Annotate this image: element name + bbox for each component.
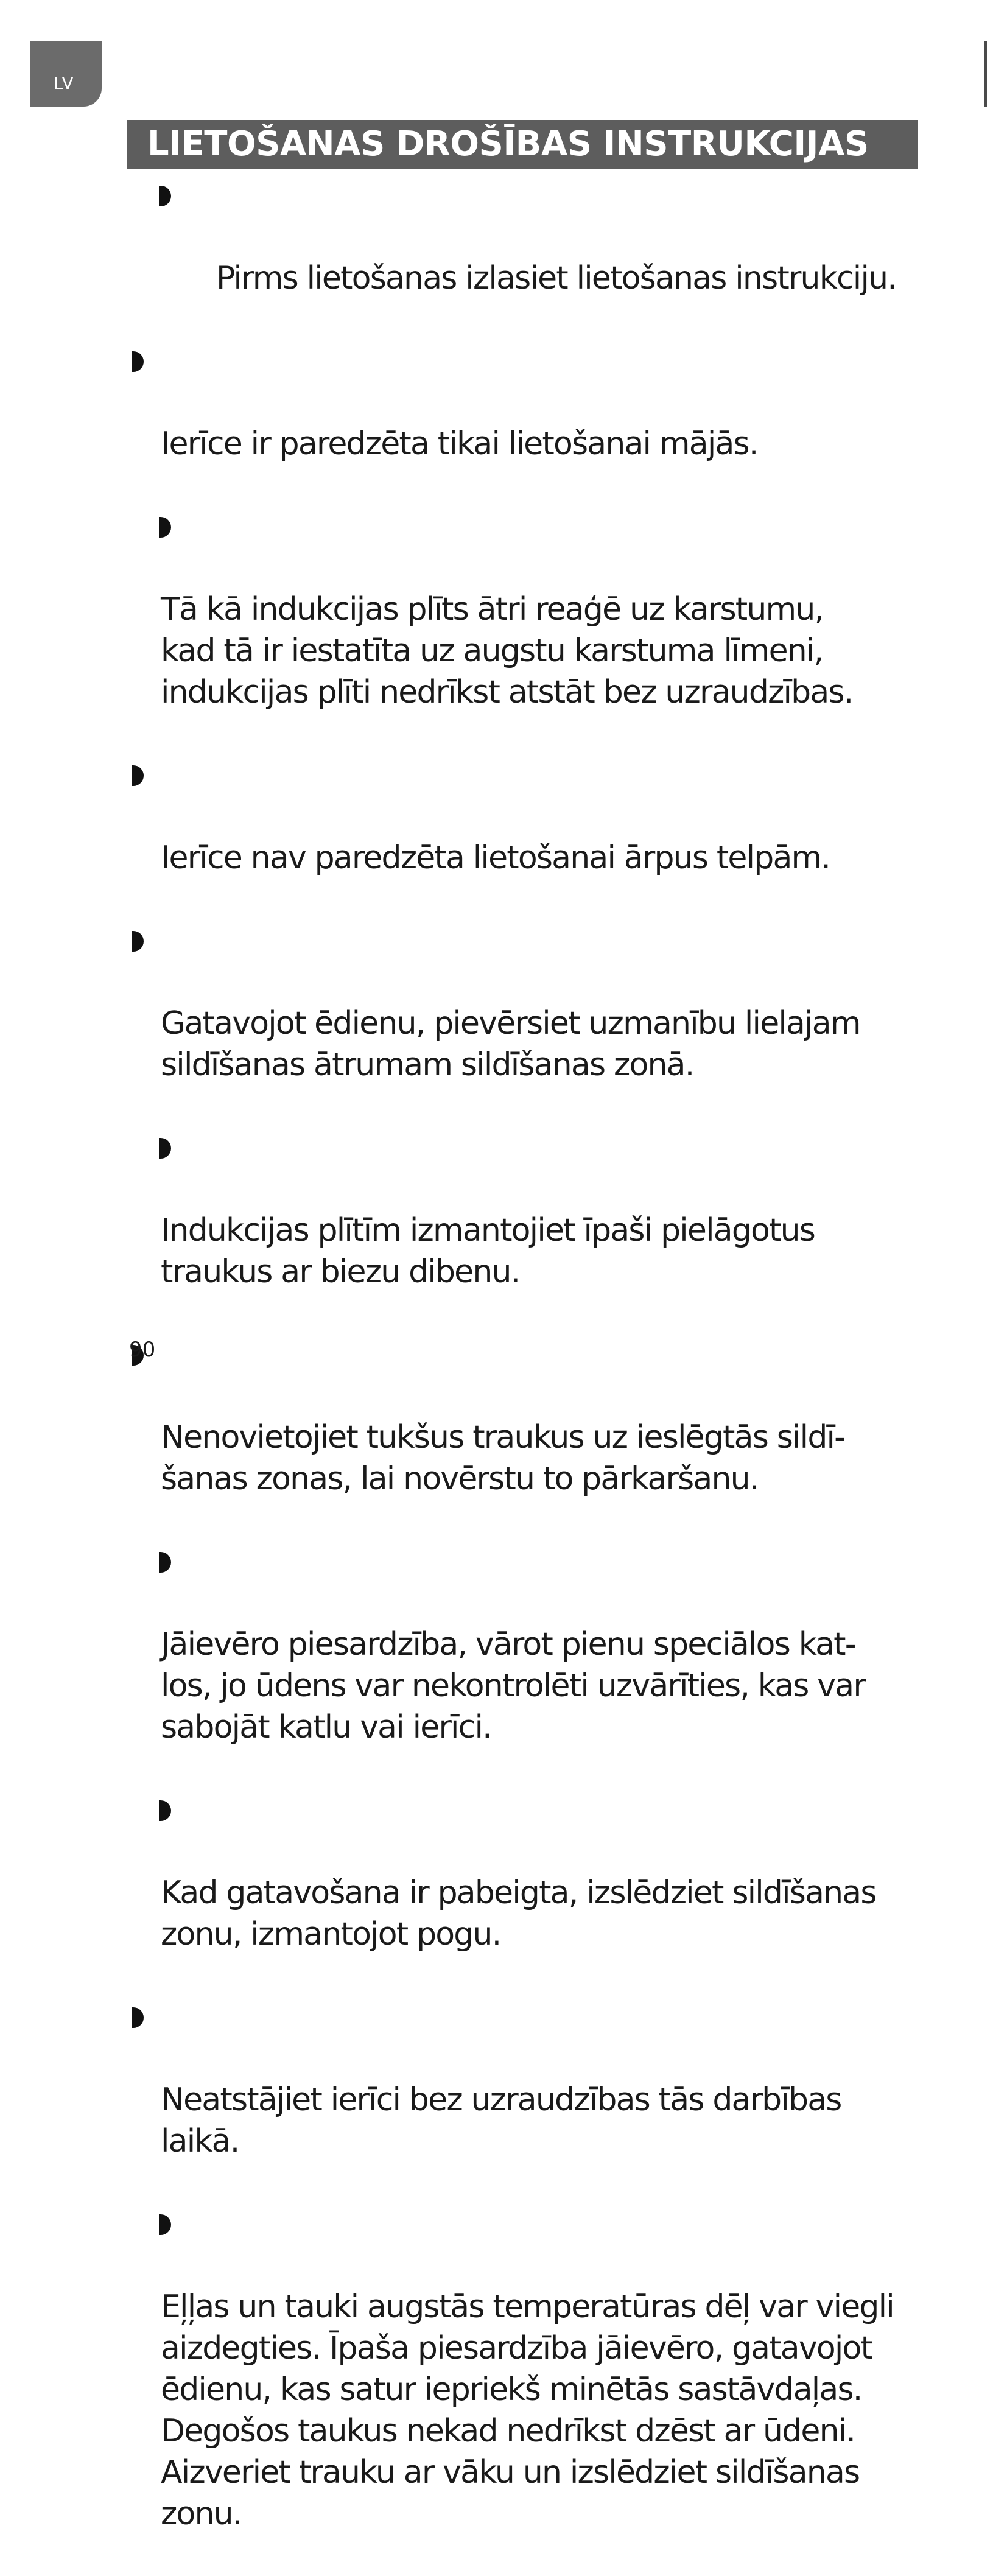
bullet-icon <box>132 351 144 372</box>
list-item-text: Pirms lietošanas izlasiet lietošanas instrukciju. <box>216 260 896 297</box>
language-tab <box>30 41 102 107</box>
bullet-icon <box>159 517 171 538</box>
list-item <box>125 1334 941 1541</box>
list-item <box>125 340 941 506</box>
bullet-icon <box>159 2214 171 2235</box>
page-edge-divider <box>984 41 987 107</box>
section-title: LIETOŠANAS DROŠĪBAS INSTRUKCIJAS <box>147 124 869 164</box>
list-item <box>125 1996 941 2203</box>
list-item <box>125 2203 941 2576</box>
list-item-text: Tā kā indukcijas plīts ātri reaģē uz karstumu, kad tā ir iestatīta uz augstu karstuma līmeni, indukcijas plīti nedrīkst atstāt bez uzraudzības. <box>161 591 853 711</box>
list-item <box>125 1541 941 1789</box>
language-label: LV <box>54 73 74 93</box>
list-item-text: Neatstājiet ierīci bez uzraudzības tās darbības laikā. <box>161 2082 841 2160</box>
list-item <box>125 1789 941 1996</box>
bullet-icon <box>159 1552 171 1573</box>
list-item <box>125 506 941 754</box>
list-item <box>125 1127 941 1334</box>
safety-instructions-list <box>125 175 941 2576</box>
bullet-icon <box>159 1138 171 1159</box>
list-item <box>125 175 941 340</box>
bullet-icon <box>132 765 144 786</box>
list-item-text: Ierīce ir paredzēta tikai lietošanai mājās. <box>161 426 758 462</box>
page-number: 90 <box>129 1338 156 1362</box>
section-title-bar <box>127 120 918 169</box>
list-item <box>125 754 941 920</box>
list-item-text: Eļļas un tauki augstās temperatūras dēļ var viegli aizdegties. Īpaša piesardzība jāievēro, gatavojot ēdienu, kas satur iepriekš minētās sastāvdaļas. Degošos taukus nekad nedrīkst dzēst ar ūdeni. Aizveriet trauku ar vāku un izslēdziet sildīšanas zonu. <box>161 2289 894 2532</box>
bullet-icon <box>132 2007 144 2028</box>
bullet-icon <box>132 931 144 952</box>
list-item-text: Jāievēro piesardzība, vārot pienu speciālos kat- los, jo ūdens var nekontrolēti uzvārīties, kas var sabojāt katlu vai ierīci. <box>161 1626 865 1746</box>
list-item-text: Gatavojot ēdienu, pievērsiet uzmanību lielajam sildīšanas ātrumam sildīšanas zonā. <box>161 1005 860 1083</box>
list-item-text: Nenovietojiet tukšus traukus uz ieslēgtās sildī- šanas zonas, lai novērstu to pārkaršanu. <box>161 1419 845 1497</box>
list-item <box>125 920 941 1127</box>
list-item-text: Indukcijas plītīm izmantojiet īpaši pielāgotus traukus ar biezu dibenu. <box>161 1212 815 1290</box>
bullet-icon <box>159 186 171 206</box>
list-item-text: Kad gatavošana ir pabeigta, izslēdziet sildīšanas zonu, izmantojot pogu. <box>161 1875 876 1953</box>
bullet-icon <box>159 1800 171 1821</box>
list-item-text: Ierīce nav paredzēta lietošanai ārpus telpām. <box>161 840 830 876</box>
